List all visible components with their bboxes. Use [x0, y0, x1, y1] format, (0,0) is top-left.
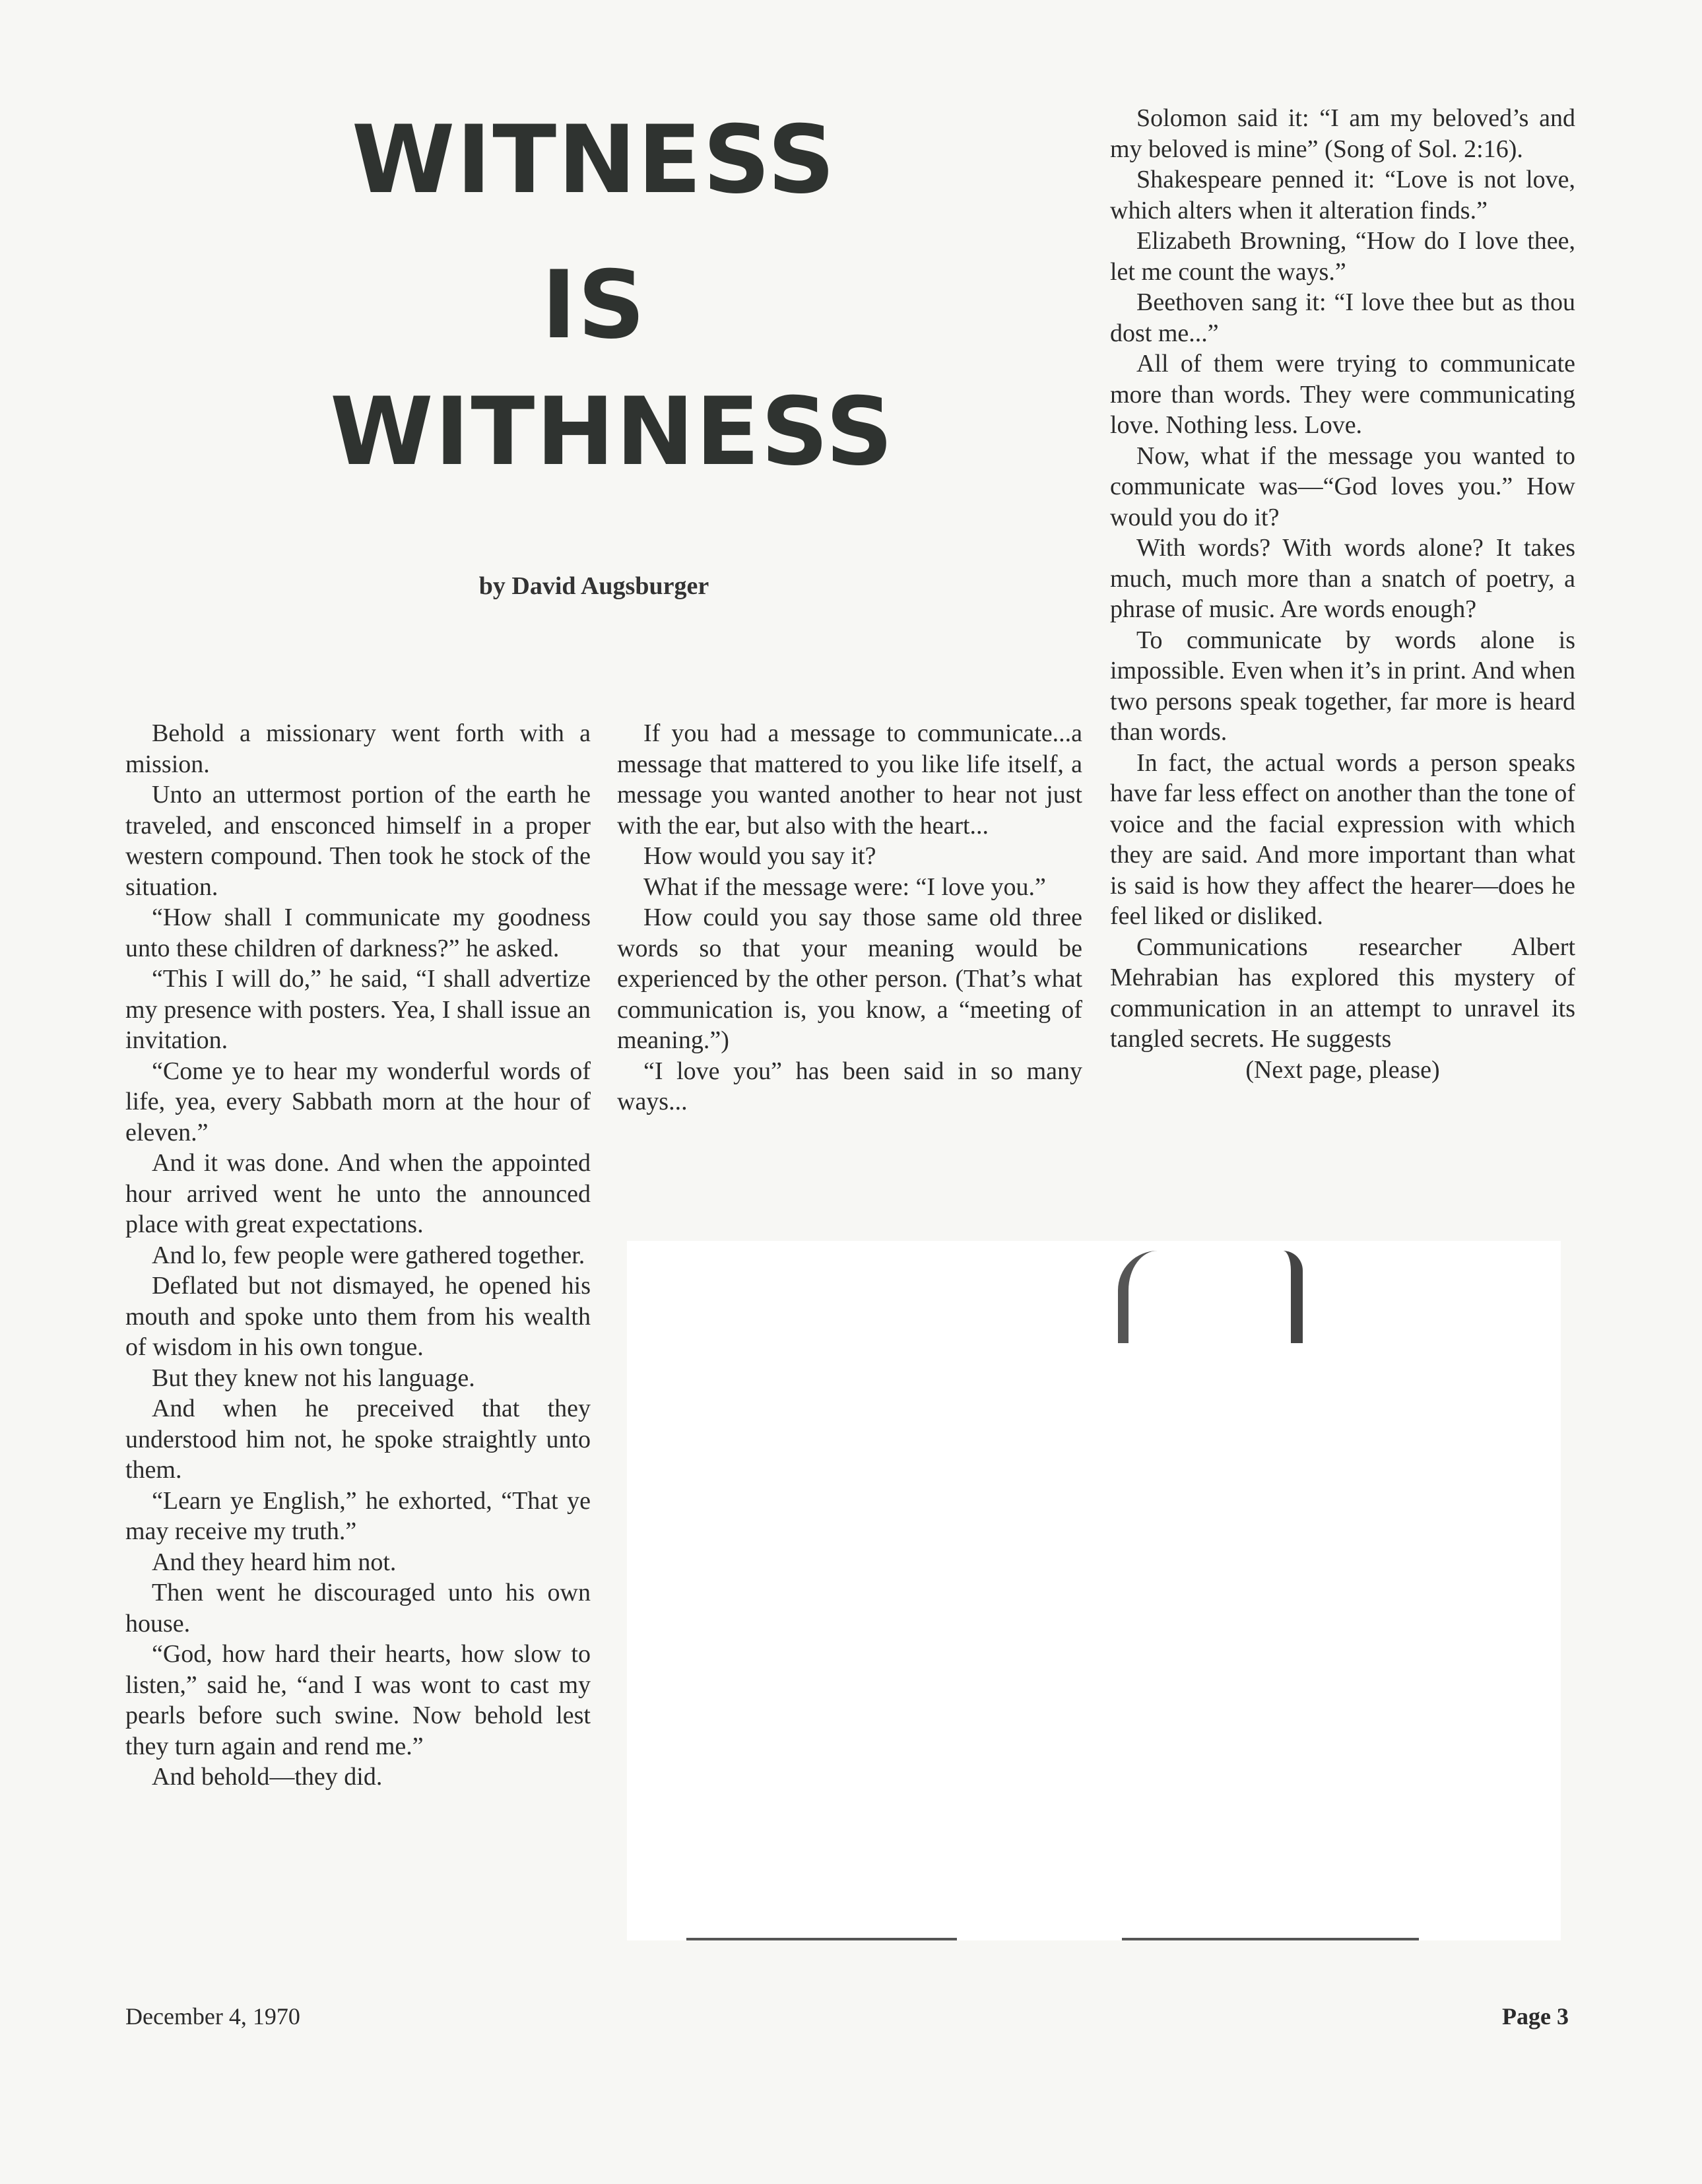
paragraph: Shakespeare penned it: “Love is not love, which alters when it alteration finds.”: [1110, 166, 1575, 224]
paragraph: But they knew not his language.: [152, 1364, 475, 1392]
photo-area: [627, 1241, 1561, 1940]
article-column-3: [1110, 103, 1575, 1085]
next-page-note: (Next page, please): [1245, 1055, 1440, 1084]
byline: by David Augsburger: [478, 572, 709, 600]
paragraph: Solomon said it: “I am my beloved’s and my beloved is mine” (Song of Sol. 2:16).: [1110, 104, 1575, 163]
paragraph: To communicate by words alone is impossible. Even when it’s in print. And when two persons speak together, far more is heard than words.: [1110, 626, 1575, 746]
paragraph: And lo, few people were gathered together.: [152, 1241, 585, 1269]
paragraph: In fact, the actual words a person speaks have far less effect on another than the tone of voice and the facial expression with which they are said. And more important than what is said is how they affect the hearer—does he feel liked or disliked.: [1110, 748, 1575, 930]
page-number: Page 3: [1502, 2003, 1569, 2030]
paragraph: And it was done. And when the appointed hour arrived went he unto the announced place with great expectations.: [125, 1149, 591, 1238]
paragraph: Deflated but not dismayed, he opened his mouth and spoke unto them from his wealth of wisdom in his own tongue.: [125, 1272, 591, 1361]
paragraph: And behold—they did.: [152, 1763, 383, 1791]
paragraph: “This I will do,” he said, “I shall advertize my presence with posters. Yea, I shall issue an invitation.: [125, 965, 591, 1054]
paragraph: How could you say those same old three words so that your meaning would be experienced by the other person. (That’s what communication is, you know, a “meeting of meaning.”): [617, 904, 1082, 1054]
footer-date: December 4, 1970: [125, 2003, 300, 2030]
paragraph: “Come ye to hear my wonderful words of life, yea, every Sabbath morn at the hour of eleven.”: [125, 1057, 591, 1146]
paragraph: Elizabeth Browning, “How do I love thee, let me count the ways.”: [1110, 227, 1575, 286]
paragraph: What if the message were: “I love you.”: [643, 873, 1046, 901]
paragraph: And when he preceived that they understood him not, he spoke straightly unto them.: [125, 1395, 591, 1484]
paragraph: Now, what if the message you wanted to communicate was—“God loves you.” How would you do it?: [1110, 442, 1575, 531]
paragraph: “How shall I communicate my goodness unto these children of darkness?” he asked.: [125, 904, 591, 962]
paragraph: “I love you” has been said in so many ways...: [617, 1057, 1082, 1115]
paragraph: And they heard him not.: [152, 1548, 397, 1576]
paragraph: Behold a missionary went forth with a mission.: [125, 719, 591, 778]
paragraph: Beethoven sang it: “I love thee but as thou dost me...”: [1110, 288, 1575, 347]
paragraph: Then went he discouraged unto his own house.: [125, 1579, 591, 1638]
photo-fragment: [1118, 1251, 1303, 1343]
title-line-2: IS: [541, 251, 647, 360]
title-line-3: WITHNESS: [330, 378, 895, 486]
paragraph: “Learn ye English,” he exhorted, “That ye may receive my truth.”: [125, 1486, 591, 1545]
title-line-1: WITNESS: [351, 106, 837, 215]
paragraph: Unto an uttermost portion of the earth he traveled, and ensconced himself in a proper western compound. Then took he stock of the situation.: [125, 781, 591, 901]
photo-bottom-edge: [1122, 1938, 1419, 1940]
paragraph: All of them were trying to communicate more than words. They were communicating love. Nothing less. Love.: [1110, 350, 1575, 439]
paragraph: With words? With words alone? It takes much, much more than a snatch of poetry, a phrase of music. Are words enough?: [1110, 534, 1575, 623]
article-column-1: [125, 718, 591, 1793]
paragraph: “God, how hard their hearts, how slow to listen,” said he, “and I was wont to cast my pearls before such swine. Now behold lest they turn again and rend me.”: [125, 1640, 591, 1760]
paragraph: If you had a message to communicate...a message that mattered to you like life itself, a message you wanted another to hear not just with the ear, but also with the heart...: [617, 719, 1082, 840]
article-column-2: [617, 718, 1082, 1117]
paragraph: How would you say it?: [643, 842, 876, 870]
photo-bottom-edge: [686, 1938, 957, 1940]
paragraph: Communications researcher Albert Mehrabian has explored this mystery of communication in an attempt to unravel its tangled secrets. He suggests: [1110, 933, 1575, 1053]
